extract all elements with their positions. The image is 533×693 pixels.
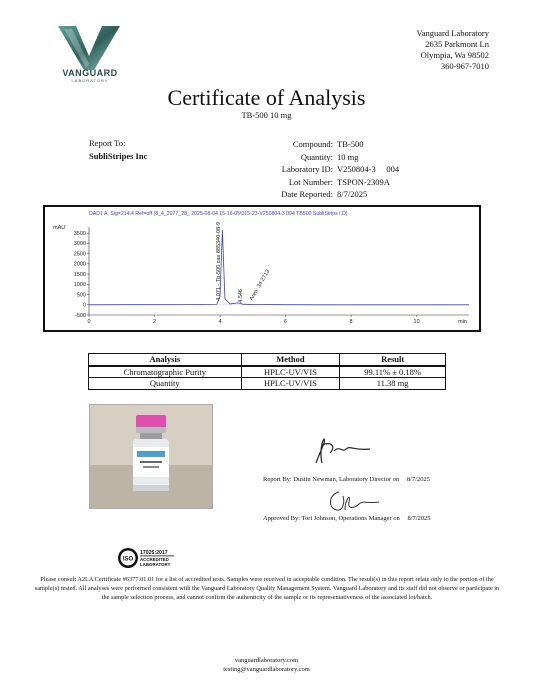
y-unit-label: mAU [53,225,66,231]
cell-result: 11.38 mg [340,378,446,390]
info-value: 8/7/2025 [337,189,368,199]
report-by-line [263,476,430,483]
cell-analysis: Chromatographic Purity [89,366,242,378]
report-to-name: SubliStripes Inc [89,151,148,161]
info-label: Date Reported: [281,189,333,199]
director-signature [312,437,372,472]
table-row [89,378,446,390]
x-tick-label: 0 [87,319,91,325]
logo-wordmark: VANGUARD [62,68,118,78]
info-labels [281,138,333,201]
x-unit-label: min [458,319,467,325]
table-row [89,366,446,378]
y-tick-label: 3000 [73,241,86,248]
chromatogram-plot [45,207,479,330]
y-tick-label: 500 [76,292,86,299]
address-line: 360-967-7010 [440,61,489,71]
report-by-text: Report By: Dustin Newman, Laboratory Director on [263,476,400,483]
svg-text:ISO: ISO [122,556,134,563]
footer-email: testing@vanguardlaboratory.com [223,666,310,673]
info-values [337,138,399,201]
report-by-date: 8/7/2025 [406,476,431,483]
accreditation-line1: ACCREDITED [140,557,169,562]
x-tick-label: 10 [413,319,420,325]
approved-by-line [263,515,431,522]
results-table [88,353,446,390]
y-tick-label: 0 [82,302,86,309]
sample-vial-photo [89,404,213,509]
address-line: 2635 Parkmont Ln [425,39,489,49]
info-value: TB-500 [337,139,364,149]
info-label: Laboratory ID: [281,164,333,174]
info-label: Quantity: [300,151,333,162]
y-tick-label: 1500 [73,271,86,278]
x-tick-label: 8 [349,319,353,325]
info-value: TSPON-2309A [337,176,390,187]
cell-method: HPLC-UV/VIS [241,378,340,390]
footer-website: vanguardlaboratory.com [234,657,299,664]
approved-by-date: 8/7/2025 [407,515,431,522]
info-value: V250804-3 004 [337,164,400,174]
y-tick-label: 3500 [73,230,86,237]
cell-method: HPLC-UV/VIS [241,366,340,378]
peak-area-label: Area: 34.2713 [248,268,272,302]
footer [0,656,533,674]
address-line: Vanguard Laboratory [416,28,489,38]
info-value: 10 mg [337,151,359,162]
accreditation-standard: 17025:2017 [140,550,168,556]
document-title: Certificate of Analysis [167,85,366,110]
peak-label-secondary: 4.546 [238,289,245,303]
chromatogram-header: DAD1 A, Sig=214,4 Ref=off (8_4_2077_28_ 2025-08-04 15-16-05\015-23-V250804-3 004 TB500 SubliStrips I.D) [89,211,348,217]
cell-result: 99.11% ± 0.18% [340,366,446,378]
logo-subtitle: LABORATORY [71,78,109,83]
y-tick-label: -500 [74,312,86,319]
approved-by-text: Approved By: Tori Johnson, Operations Manager on [263,515,400,522]
x-tick-label: 4 [218,319,222,325]
results-header-row [89,354,446,366]
iso-accreditation-seal [117,547,177,569]
report-to-label: Report To: [89,138,126,148]
company-address [417,28,489,72]
y-tick-label: 2000 [73,261,86,268]
y-tick-label: 1000 [73,282,86,289]
signal-trace [89,230,469,305]
column-header-result: Result [340,354,446,366]
accreditation-note: Please consult A2LA Certificate #6377.01.01 for a list of accredited tests. Samples were received in acceptable condition. The result(s) in this report relate only to the portion of the sample(s) tested. All analyses were performed consistent with the Vanguard Laboratory Quality Management System. Vanguard Laboratory and its staff did not observe or participate in the sample selection process, and cannot confirm the authenticity of the sample or its representativeness of the associated lot/batch. [34,576,500,601]
column-header-analysis: Analysis [89,354,242,366]
accreditation-line2: LABORATORY [140,562,171,567]
column-header-method: Method [241,354,340,366]
address-line: Olympia, Wa 98502 [420,50,489,60]
x-tick-label: 6 [284,319,288,325]
document-subtitle: TB-500 10 mg [241,110,292,120]
cell-analysis: Quantity [89,378,242,390]
peak-label-main: 4.071 - Tb-500 cas 885340-08-9 [216,221,223,301]
info-label: Compound: [292,139,333,149]
info-label: Lot Number: [288,176,333,187]
y-tick-label: 2500 [73,251,86,258]
x-tick-label: 2 [152,319,157,325]
chromatogram [43,205,481,332]
